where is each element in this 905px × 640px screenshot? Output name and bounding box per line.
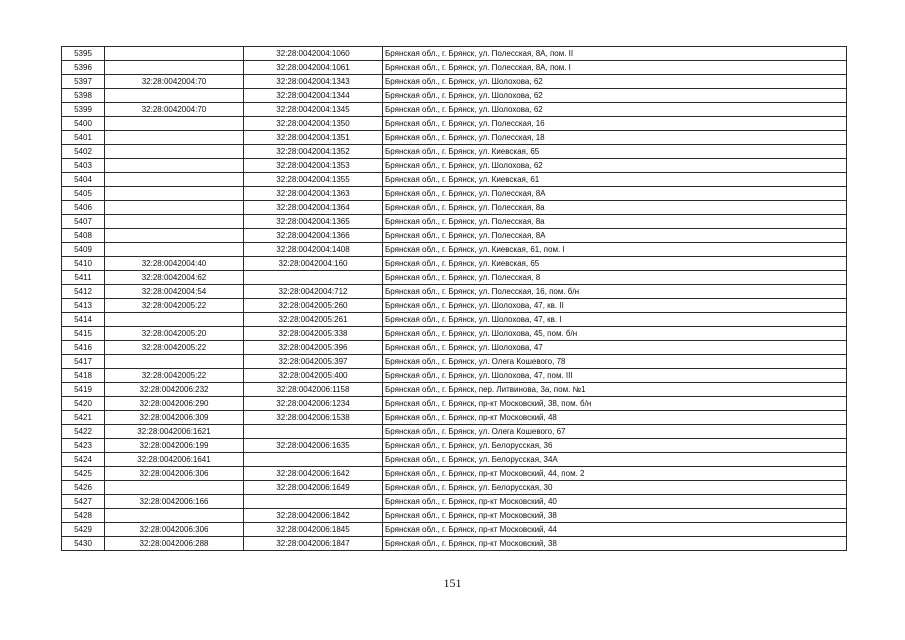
row-number-cell: 5415: [62, 327, 105, 341]
parent-cadastral-number-cell: 32:28:0042004:62: [105, 271, 244, 285]
parent-cadastral-number-cell: 32:28:0042004:54: [105, 285, 244, 299]
row-number-cell: 5400: [62, 117, 105, 131]
row-number-cell: 5411: [62, 271, 105, 285]
row-number-cell: 5395: [62, 47, 105, 61]
address-cell: Брянская обл., г. Брянск, ул. Киевская, 65: [383, 145, 847, 159]
parent-cadastral-number-cell: [105, 61, 244, 75]
row-number-cell: 5419: [62, 383, 105, 397]
parent-cadastral-number-cell: 32:28:0042006:166: [105, 495, 244, 509]
row-number-cell: 5404: [62, 173, 105, 187]
cadastral-number-cell: 32:28:0042006:1635: [244, 439, 383, 453]
row-number-cell: 5426: [62, 481, 105, 495]
cadastral-number-cell: 32:28:0042006:1538: [244, 411, 383, 425]
address-cell: Брянская обл., г. Брянск, пр-кт Московский, 38: [383, 509, 847, 523]
row-number-cell: 5405: [62, 187, 105, 201]
cadastral-number-cell: 32:28:0042006:1842: [244, 509, 383, 523]
parent-cadastral-number-cell: 32:28:0042004:70: [105, 103, 244, 117]
cadastral-number-cell: 32:28:0042006:1649: [244, 481, 383, 495]
cadastral-number-cell: 32:28:0042004:712: [244, 285, 383, 299]
row-number-cell: 5429: [62, 523, 105, 537]
cadastral-number-cell: 32:28:0042004:1408: [244, 243, 383, 257]
parent-cadastral-number-cell: 32:28:0042006:199: [105, 439, 244, 453]
table-row: [62, 145, 847, 159]
table-row: [62, 439, 847, 453]
address-cell: Брянская обл., г. Брянск, пр-кт Московский, 40: [383, 495, 847, 509]
cadastral-number-cell: 32:28:0042004:160: [244, 257, 383, 271]
table-row: [62, 369, 847, 383]
address-cell: Брянская обл., г. Брянск, ул. Белорусская, 36: [383, 439, 847, 453]
table-row: [62, 313, 847, 327]
cadastral-number-cell: 32:28:0042005:261: [244, 313, 383, 327]
cadastral-number-cell: 32:28:0042004:1364: [244, 201, 383, 215]
address-cell: Брянская обл., г. Брянск, ул. Полесская, 8а: [383, 215, 847, 229]
table-row: [62, 201, 847, 215]
table-row: [62, 509, 847, 523]
cadastral-number-cell: 32:28:0042004:1355: [244, 173, 383, 187]
cadastral-number-cell: 32:28:0042006:1847: [244, 537, 383, 551]
row-number-cell: 5420: [62, 397, 105, 411]
table-row: [62, 229, 847, 243]
row-number-cell: 5399: [62, 103, 105, 117]
address-cell: Брянская обл., г. Брянск, ул. Полесская, 8А, пом. II: [383, 47, 847, 61]
row-number-cell: 5412: [62, 285, 105, 299]
parent-cadastral-number-cell: [105, 187, 244, 201]
row-number-cell: 5401: [62, 131, 105, 145]
parent-cadastral-number-cell: 32:28:0042006:309: [105, 411, 244, 425]
address-cell: Брянская обл., г. Брянск, ул. Киевская, 65: [383, 257, 847, 271]
address-cell: Брянская обл., г. Брянск, ул. Шолохова, 62: [383, 75, 847, 89]
cadastral-number-cell: [244, 425, 383, 439]
address-cell: Брянская обл., г. Брянск, ул. Шолохова, 62: [383, 89, 847, 103]
address-cell: Брянская обл., г. Брянск, пер. Литвинова, 3а, пом. №1: [383, 383, 847, 397]
address-cell: Брянская обл., г. Брянск, ул. Полесская, 16, пом. б/н: [383, 285, 847, 299]
address-cell: Брянская обл., г. Брянск, ул. Шолохова, 45, пом. б/н: [383, 327, 847, 341]
table-row: [62, 243, 847, 257]
table-row: [62, 425, 847, 439]
parent-cadastral-number-cell: 32:28:0042006:290: [105, 397, 244, 411]
table-row: [62, 327, 847, 341]
cadastral-number-cell: 32:28:0042004:1345: [244, 103, 383, 117]
address-cell: Брянская обл., г. Брянск, ул. Полесская, 8А: [383, 187, 847, 201]
row-number-cell: 5423: [62, 439, 105, 453]
row-number-cell: 5416: [62, 341, 105, 355]
cadastral-number-cell: [244, 271, 383, 285]
cadastral-number-cell: [244, 495, 383, 509]
cadastral-number-cell: 32:28:0042005:396: [244, 341, 383, 355]
row-number-cell: 5417: [62, 355, 105, 369]
address-cell: Брянская обл., г. Брянск, ул. Белорусская, 30: [383, 481, 847, 495]
parent-cadastral-number-cell: 32:28:0042006:232: [105, 383, 244, 397]
table-row: [62, 341, 847, 355]
cadastral-number-cell: 32:28:0042006:1642: [244, 467, 383, 481]
property-registry-table: [61, 46, 847, 551]
row-number-cell: 5402: [62, 145, 105, 159]
cadastral-number-cell: 32:28:0042005:397: [244, 355, 383, 369]
table-row: [62, 467, 847, 481]
parent-cadastral-number-cell: 32:28:0042006:1641: [105, 453, 244, 467]
address-cell: Брянская обл., г. Брянск, ул. Белорусская, 34А: [383, 453, 847, 467]
table-row: [62, 299, 847, 313]
parent-cadastral-number-cell: 32:28:0042006:288: [105, 537, 244, 551]
row-number-cell: 5396: [62, 61, 105, 75]
parent-cadastral-number-cell: [105, 47, 244, 61]
parent-cadastral-number-cell: [105, 509, 244, 523]
cadastral-number-cell: 32:28:0042004:1351: [244, 131, 383, 145]
table-row: [62, 453, 847, 467]
parent-cadastral-number-cell: [105, 159, 244, 173]
parent-cadastral-number-cell: [105, 145, 244, 159]
cadastral-number-cell: 32:28:0042004:1343: [244, 75, 383, 89]
table-row: [62, 411, 847, 425]
table-row: [62, 355, 847, 369]
table-row: [62, 117, 847, 131]
address-cell: Брянская обл., г. Брянск, ул. Полесская, 8А, пом. I: [383, 61, 847, 75]
parent-cadastral-number-cell: 32:28:0042004:40: [105, 257, 244, 271]
row-number-cell: 5427: [62, 495, 105, 509]
table-row: [62, 537, 847, 551]
cadastral-number-cell: [244, 453, 383, 467]
table-row: [62, 397, 847, 411]
row-number-cell: 5403: [62, 159, 105, 173]
row-number-cell: 5428: [62, 509, 105, 523]
row-number-cell: 5413: [62, 299, 105, 313]
parent-cadastral-number-cell: 32:28:0042005:22: [105, 341, 244, 355]
row-number-cell: 5407: [62, 215, 105, 229]
cadastral-number-cell: 32:28:0042004:1353: [244, 159, 383, 173]
table-row: [62, 285, 847, 299]
parent-cadastral-number-cell: [105, 215, 244, 229]
table-row: [62, 103, 847, 117]
address-cell: Брянская обл., г. Брянск, пр-кт Московский, 44: [383, 523, 847, 537]
row-number-cell: 5398: [62, 89, 105, 103]
address-cell: Брянская обл., г. Брянск, ул. Полесская, 8: [383, 271, 847, 285]
table-row: [62, 47, 847, 61]
parent-cadastral-number-cell: 32:28:0042006:1621: [105, 425, 244, 439]
row-number-cell: 5397: [62, 75, 105, 89]
table-row: [62, 131, 847, 145]
row-number-cell: 5418: [62, 369, 105, 383]
row-number-cell: 5409: [62, 243, 105, 257]
parent-cadastral-number-cell: [105, 481, 244, 495]
parent-cadastral-number-cell: [105, 173, 244, 187]
address-cell: Брянская обл., г. Брянск, ул. Шолохова, 47, кв. I: [383, 313, 847, 327]
cadastral-number-cell: 32:28:0042005:260: [244, 299, 383, 313]
row-number-cell: 5408: [62, 229, 105, 243]
parent-cadastral-number-cell: [105, 131, 244, 145]
table-row: [62, 523, 847, 537]
address-cell: Брянская обл., г. Брянск, ул. Олега Кошевого, 78: [383, 355, 847, 369]
address-cell: Брянская обл., г. Брянск, пр-кт Московский, 38, пом. б/н: [383, 397, 847, 411]
parent-cadastral-number-cell: [105, 243, 244, 257]
address-cell: Брянская обл., г. Брянск, пр-кт Московский, 38: [383, 537, 847, 551]
address-cell: Брянская обл., г. Брянск, ул. Киевская, 61, пом. I: [383, 243, 847, 257]
table-row: [62, 257, 847, 271]
cadastral-number-cell: 32:28:0042005:400: [244, 369, 383, 383]
parent-cadastral-number-cell: [105, 229, 244, 243]
row-number-cell: 5421: [62, 411, 105, 425]
address-cell: Брянская обл., г. Брянск, ул. Шолохова, 47, пом. III: [383, 369, 847, 383]
address-cell: Брянская обл., г. Брянск, ул. Полесская, 18: [383, 131, 847, 145]
table-body: [62, 47, 847, 551]
address-cell: Брянская обл., г. Брянск, ул. Киевская, 61: [383, 173, 847, 187]
parent-cadastral-number-cell: [105, 117, 244, 131]
address-cell: Брянская обл., г. Брянск, ул. Шолохова, 62: [383, 159, 847, 173]
cadastral-number-cell: 32:28:0042004:1363: [244, 187, 383, 201]
cadastral-number-cell: 32:28:0042004:1060: [244, 47, 383, 61]
parent-cadastral-number-cell: [105, 89, 244, 103]
table-row: [62, 383, 847, 397]
address-cell: Брянская обл., г. Брянск, ул. Шолохова, 62: [383, 103, 847, 117]
address-cell: Брянская обл., г. Брянск, ул. Шолохова, 47, кв. II: [383, 299, 847, 313]
cadastral-number-cell: 32:28:0042006:1845: [244, 523, 383, 537]
table-row: [62, 271, 847, 285]
table-row: [62, 89, 847, 103]
cadastral-number-cell: 32:28:0042006:1234: [244, 397, 383, 411]
table-row: [62, 495, 847, 509]
address-cell: Брянская обл., г. Брянск, пр-кт Московский, 44, пом. 2: [383, 467, 847, 481]
table-row: [62, 173, 847, 187]
table-row: [62, 159, 847, 173]
parent-cadastral-number-cell: 32:28:0042005:22: [105, 369, 244, 383]
parent-cadastral-number-cell: [105, 201, 244, 215]
cadastral-number-cell: 32:28:0042004:1352: [244, 145, 383, 159]
cadastral-number-cell: 32:28:0042005:338: [244, 327, 383, 341]
table-row: [62, 215, 847, 229]
cadastral-number-cell: 32:28:0042004:1061: [244, 61, 383, 75]
parent-cadastral-number-cell: 32:28:0042005:22: [105, 299, 244, 313]
row-number-cell: 5414: [62, 313, 105, 327]
address-cell: Брянская обл., г. Брянск, ул. Полесская, 8А: [383, 229, 847, 243]
parent-cadastral-number-cell: [105, 355, 244, 369]
cadastral-number-cell: 32:28:0042004:1366: [244, 229, 383, 243]
table-row: [62, 481, 847, 495]
address-cell: Брянская обл., г. Брянск, ул. Полесская, 16: [383, 117, 847, 131]
parent-cadastral-number-cell: 32:28:0042005:20: [105, 327, 244, 341]
table-row: [62, 61, 847, 75]
row-number-cell: 5425: [62, 467, 105, 481]
parent-cadastral-number-cell: [105, 313, 244, 327]
address-cell: Брянская обл., г. Брянск, ул. Шолохова, 47: [383, 341, 847, 355]
cadastral-number-cell: 32:28:0042004:1365: [244, 215, 383, 229]
address-cell: Брянская обл., г. Брянск, ул. Полесская, 8а: [383, 201, 847, 215]
parent-cadastral-number-cell: 32:28:0042004:70: [105, 75, 244, 89]
cadastral-number-cell: 32:28:0042004:1344: [244, 89, 383, 103]
table-row: [62, 75, 847, 89]
parent-cadastral-number-cell: 32:28:0042006:306: [105, 467, 244, 481]
row-number-cell: 5406: [62, 201, 105, 215]
address-cell: Брянская обл., г. Брянск, пр-кт Московский, 48: [383, 411, 847, 425]
cadastral-number-cell: 32:28:0042004:1350: [244, 117, 383, 131]
page-number: 151: [443, 576, 462, 590]
row-number-cell: 5422: [62, 425, 105, 439]
cadastral-number-cell: 32:28:0042006:1158: [244, 383, 383, 397]
row-number-cell: 5430: [62, 537, 105, 551]
table-row: [62, 187, 847, 201]
row-number-cell: 5424: [62, 453, 105, 467]
parent-cadastral-number-cell: 32:28:0042006:306: [105, 523, 244, 537]
address-cell: Брянская обл., г. Брянск, ул. Олега Кошевого, 67: [383, 425, 847, 439]
row-number-cell: 5410: [62, 257, 105, 271]
